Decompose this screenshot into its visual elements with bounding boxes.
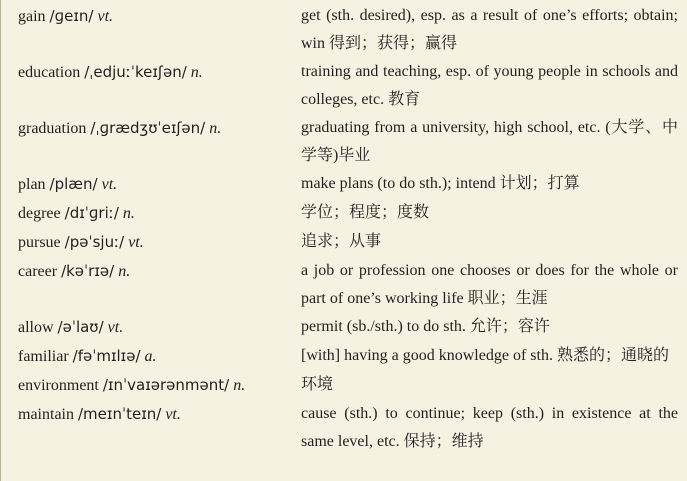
- headword-cell: [18, 371, 301, 400]
- definition: training and teaching, esp. of young people in schools and colleges, etc. 教育: [301, 63, 678, 108]
- definition: 追求；从事: [301, 233, 382, 250]
- phonetic: /əˈlaʊ/: [57, 318, 104, 336]
- headword-cell: [18, 199, 301, 228]
- headword: career: [18, 263, 58, 280]
- vocab-row-environment: [18, 371, 678, 400]
- definition: make plans (to do sth.); intend 计划；打算: [301, 175, 580, 192]
- part-of-speech: n.: [190, 64, 203, 81]
- phonetic: /ˌɡrædʒʊˈeɪʃən/: [90, 119, 206, 137]
- headword: education: [18, 64, 81, 81]
- part-of-speech: vt.: [128, 234, 144, 251]
- headword: allow: [18, 319, 54, 336]
- headword-cell: [18, 2, 301, 58]
- vocab-row-pursue: [18, 228, 678, 257]
- phonetic: /ɡeɪn/: [49, 7, 94, 25]
- part-of-speech: n.: [233, 377, 246, 394]
- headword: familiar: [18, 348, 69, 365]
- part-of-speech: vt.: [97, 8, 114, 25]
- headword: graduation: [18, 120, 87, 137]
- headword: gain: [18, 8, 46, 25]
- headword-cell: [18, 313, 301, 342]
- phonetic: /ɪnˈvaɪərənmənt/: [102, 376, 230, 394]
- vocab-row-graduation: [18, 114, 678, 170]
- part-of-speech: vt.: [107, 319, 124, 336]
- headword-cell: [18, 58, 301, 114]
- vocab-row-degree: [18, 199, 678, 228]
- phonetic: /kəˈrɪə/: [61, 262, 115, 280]
- headword-cell: [18, 342, 301, 371]
- phonetic: /fəˈmɪlɪə/: [72, 347, 141, 365]
- headword-cell: [18, 257, 301, 313]
- headword: maintain: [18, 406, 74, 423]
- headword: environment: [18, 377, 99, 394]
- part-of-speech: vt.: [165, 406, 181, 423]
- definition: a job or profession one chooses or does for the whole or part of one’s working life 职业；生涯: [301, 262, 678, 307]
- phonetic: /pəˈsjuː/: [64, 233, 125, 251]
- vocabulary-table: [18, 2, 678, 456]
- headword-cell: [18, 114, 301, 170]
- headword: pursue: [18, 234, 61, 251]
- part-of-speech: n.: [209, 120, 222, 137]
- vocab-row-plan: [18, 170, 678, 199]
- part-of-speech: a.: [144, 348, 157, 365]
- headword-cell: [18, 170, 301, 199]
- vocab-row-gain: [18, 2, 678, 58]
- part-of-speech: n.: [118, 263, 131, 280]
- part-of-speech: vt.: [101, 176, 118, 193]
- vocab-row-familiar: [18, 342, 678, 371]
- definition: [with] having a good knowledge of sth. 熟悉的；通晓的: [301, 347, 669, 364]
- headword-cell: [18, 228, 301, 257]
- vocab-row-education: [18, 58, 678, 114]
- definition: permit (sb./sth.) to do sth. 允许；容许: [301, 318, 550, 335]
- phonetic: /plæn/: [49, 175, 98, 193]
- definition: 环境: [301, 376, 334, 393]
- phonetic: /meɪnˈteɪn/: [77, 405, 162, 423]
- definition: graduating from a university, high school, etc. (大学、中学等)毕业: [301, 119, 678, 164]
- vocab-row-allow: [18, 313, 678, 342]
- phonetic: /dɪˈɡriː/: [64, 204, 119, 222]
- definition: get (sth. desired), esp. as a result of one’s efforts; obtain; win 得到；获得；赢得: [301, 7, 678, 52]
- definition: cause (sth.) to continue; keep (sth.) in existence at the same level, etc. 保持；维持: [301, 405, 678, 450]
- vocab-row-maintain: [18, 400, 678, 456]
- vocab-row-career: [18, 257, 678, 313]
- headword: degree: [18, 205, 61, 222]
- headword: plan: [18, 176, 46, 193]
- headword-cell: [18, 400, 301, 456]
- phonetic: /ˌedjuːˈkeɪʃən/: [84, 63, 187, 81]
- definition: 学位；程度；度数: [301, 204, 430, 221]
- part-of-speech: n.: [122, 205, 135, 222]
